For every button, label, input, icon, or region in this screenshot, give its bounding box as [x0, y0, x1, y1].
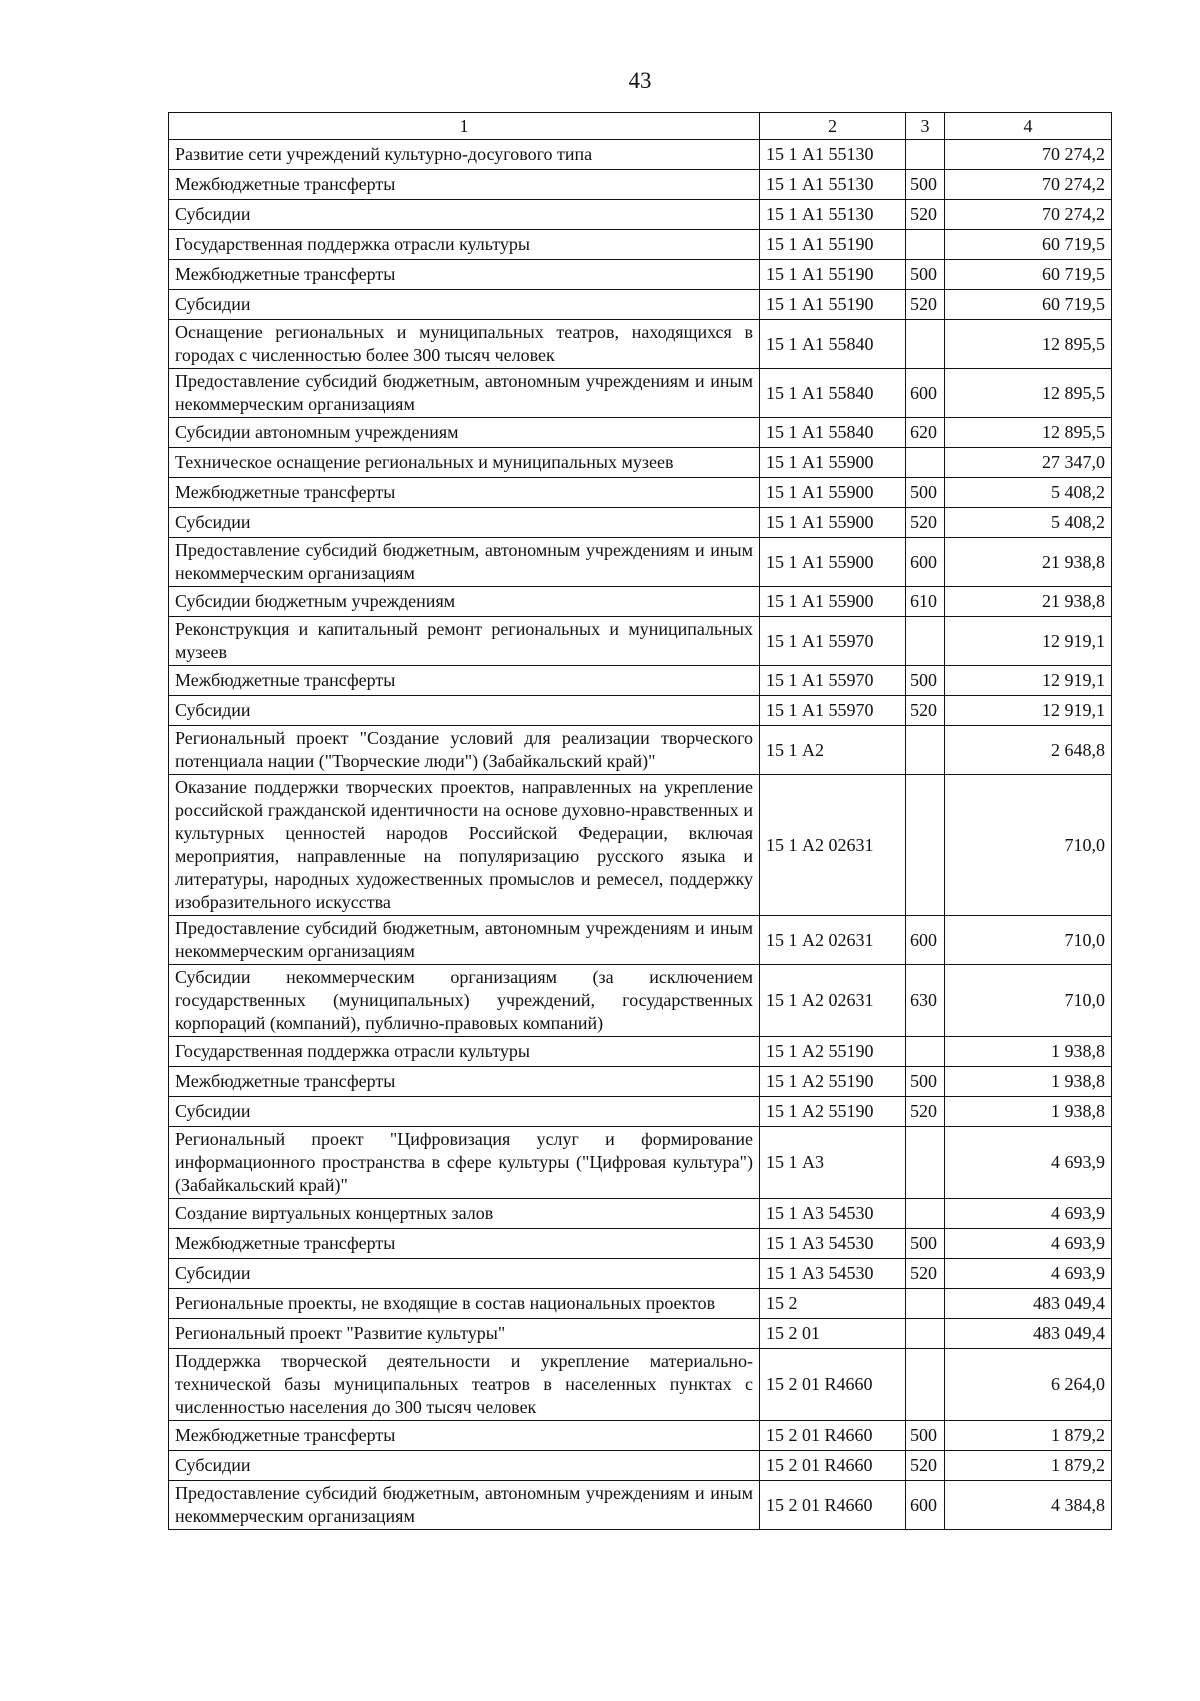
table-row	[169, 1421, 1112, 1451]
row-name: Предоставление субсидий бюджетным, автономным учреждениям и иным некоммерческим организациям	[169, 916, 760, 965]
row-code: 15 1 А2	[760, 726, 906, 775]
row-amount: 1 879,2	[945, 1451, 1112, 1481]
row-amount: 710,0	[945, 965, 1112, 1037]
row-type: 600	[906, 1481, 945, 1530]
row-amount: 2 648,8	[945, 726, 1112, 775]
row-type: 500	[906, 666, 945, 696]
row-type	[906, 448, 945, 478]
row-code: 15 2 01	[760, 1319, 906, 1349]
row-code: 15 1 А1 55840	[760, 320, 906, 369]
row-type	[906, 1127, 945, 1199]
row-code: 15 1 А1 55130	[760, 200, 906, 230]
row-type	[906, 1349, 945, 1421]
row-amount: 6 264,0	[945, 1349, 1112, 1421]
table-row	[169, 1349, 1112, 1421]
row-amount: 483 049,4	[945, 1319, 1112, 1349]
row-name: Субсидии	[169, 290, 760, 320]
table-row	[169, 508, 1112, 538]
row-name: Субсидии	[169, 1451, 760, 1481]
row-code: 15 1 А1 55130	[760, 140, 906, 170]
row-code: 15 1 А1 55190	[760, 260, 906, 290]
row-type: 600	[906, 538, 945, 587]
row-amount: 4 693,9	[945, 1127, 1112, 1199]
row-amount: 4 384,8	[945, 1481, 1112, 1530]
table-row	[169, 1199, 1112, 1229]
row-code: 15 1 А1 55840	[760, 418, 906, 448]
header-type: 3	[906, 113, 945, 140]
table-row	[169, 1319, 1112, 1349]
row-code: 15 1 А3 54530	[760, 1199, 906, 1229]
row-amount: 70 274,2	[945, 140, 1112, 170]
row-type: 620	[906, 418, 945, 448]
header-amount: 4	[945, 113, 1112, 140]
row-code: 15 1 А2 02631	[760, 965, 906, 1037]
table-header	[169, 113, 1112, 140]
row-type	[906, 1319, 945, 1349]
page-number: 43	[628, 68, 652, 93]
table-row	[169, 696, 1112, 726]
row-name: Субсидии	[169, 696, 760, 726]
row-name: Субсидии	[169, 508, 760, 538]
row-type: 520	[906, 1259, 945, 1289]
row-amount: 12 919,1	[945, 696, 1112, 726]
row-code: 15 1 А1 55190	[760, 230, 906, 260]
table-row	[169, 916, 1112, 965]
row-name: Субсидии	[169, 1259, 760, 1289]
row-code: 15 2	[760, 1289, 906, 1319]
row-code: 15 1 А1 55900	[760, 587, 906, 617]
table-row	[169, 369, 1112, 418]
row-name: Оказание поддержки творческих проектов, направленных на укрепление российской гражданской идентичности на основе духовно-нравственных и культурных ценностей народов Российской Федерации, включая мероприятия, направленные на популяризацию русского языка и литературы, народных художественных промыслов и ремесел, поддержку изобразительного искусства	[169, 775, 760, 916]
row-name: Субсидии	[169, 1097, 760, 1127]
row-code: 15 1 А1 55840	[760, 369, 906, 418]
table-row	[169, 448, 1112, 478]
table-row	[169, 1289, 1112, 1319]
header-row	[169, 113, 1112, 140]
row-amount: 70 274,2	[945, 170, 1112, 200]
row-name: Субсидии бюджетным учреждениям	[169, 587, 760, 617]
row-type: 600	[906, 369, 945, 418]
row-code: 15 1 А1 55970	[760, 617, 906, 666]
table-row	[169, 617, 1112, 666]
row-type	[906, 140, 945, 170]
row-name: Реконструкция и капитальный ремонт региональных и муниципальных музеев	[169, 617, 760, 666]
row-code: 15 1 А2 55190	[760, 1037, 906, 1067]
table-row	[169, 1259, 1112, 1289]
table-row	[169, 775, 1112, 916]
row-amount: 4 693,9	[945, 1259, 1112, 1289]
row-type	[906, 775, 945, 916]
row-type: 500	[906, 170, 945, 200]
table-row	[169, 478, 1112, 508]
row-amount: 12 895,5	[945, 418, 1112, 448]
row-type: 520	[906, 1097, 945, 1127]
table-row	[169, 587, 1112, 617]
row-amount: 60 719,5	[945, 260, 1112, 290]
row-code: 15 2 01 R4660	[760, 1349, 906, 1421]
table-row	[169, 965, 1112, 1037]
row-type	[906, 1199, 945, 1229]
table-body	[169, 140, 1112, 1530]
row-code: 15 1 А3	[760, 1127, 906, 1199]
table-row	[169, 200, 1112, 230]
table-row	[169, 418, 1112, 448]
row-amount: 60 719,5	[945, 230, 1112, 260]
row-amount: 1 938,8	[945, 1097, 1112, 1127]
row-code: 15 1 А2 55190	[760, 1097, 906, 1127]
row-name: Субсидии автономным учреждениям	[169, 418, 760, 448]
row-name: Региональный проект "Создание условий для реализации творческого потенциала нации ("Творческие люди") (Забайкальский край)"	[169, 726, 760, 775]
table-row	[169, 260, 1112, 290]
row-name: Региональные проекты, не входящие в состав национальных проектов	[169, 1289, 760, 1319]
row-amount: 483 049,4	[945, 1289, 1112, 1319]
row-name: Предоставление субсидий бюджетным, автономным учреждениям и иным некоммерческим организациям	[169, 538, 760, 587]
row-amount: 12 895,5	[945, 320, 1112, 369]
row-code: 15 1 А1 55130	[760, 170, 906, 200]
table-row	[169, 1067, 1112, 1097]
row-amount: 21 938,8	[945, 538, 1112, 587]
row-name: Предоставление субсидий бюджетным, автономным учреждениям и иным некоммерческим организациям	[169, 1481, 760, 1530]
row-amount: 710,0	[945, 916, 1112, 965]
row-type: 500	[906, 478, 945, 508]
table-row	[169, 290, 1112, 320]
row-name: Межбюджетные трансферты	[169, 478, 760, 508]
table-row	[169, 1481, 1112, 1530]
budget-table	[168, 112, 1112, 1530]
row-amount: 12 895,5	[945, 369, 1112, 418]
row-amount: 4 693,9	[945, 1199, 1112, 1229]
row-name: Межбюджетные трансферты	[169, 1229, 760, 1259]
row-type: 520	[906, 200, 945, 230]
row-name: Развитие сети учреждений культурно-досугового типа	[169, 140, 760, 170]
row-type: 500	[906, 1067, 945, 1097]
table-row	[169, 1451, 1112, 1481]
row-name: Государственная поддержка отрасли культуры	[169, 230, 760, 260]
row-code: 15 1 А1 55970	[760, 696, 906, 726]
row-code: 15 1 А2 02631	[760, 916, 906, 965]
row-name: Региональный проект "Цифровизация услуг и формирование информационного пространства в сфере культуры ("Цифровая культура") (Забайкальский край)"	[169, 1127, 760, 1199]
row-type: 520	[906, 508, 945, 538]
row-name: Субсидии некоммерческим организациям (за исключением государственных (муниципальных) учреждений, государственных корпораций (компаний), публично-правовых компаний)	[169, 965, 760, 1037]
row-amount: 70 274,2	[945, 200, 1112, 230]
row-amount: 1 938,8	[945, 1067, 1112, 1097]
row-name: Межбюджетные трансферты	[169, 170, 760, 200]
row-code: 15 1 А1 55900	[760, 448, 906, 478]
table-row	[169, 230, 1112, 260]
row-code: 15 2 01 R4660	[760, 1421, 906, 1451]
row-amount: 4 693,9	[945, 1229, 1112, 1259]
row-amount: 5 408,2	[945, 478, 1112, 508]
row-code: 15 2 01 R4660	[760, 1481, 906, 1530]
table-row	[169, 538, 1112, 587]
row-type	[906, 726, 945, 775]
row-code: 15 1 А3 54530	[760, 1259, 906, 1289]
row-amount: 12 919,1	[945, 666, 1112, 696]
row-type: 600	[906, 916, 945, 965]
row-type	[906, 1037, 945, 1067]
table-row	[169, 1229, 1112, 1259]
header-name: 1	[169, 113, 760, 140]
row-amount: 60 719,5	[945, 290, 1112, 320]
row-amount: 21 938,8	[945, 587, 1112, 617]
row-name: Межбюджетные трансферты	[169, 1067, 760, 1097]
row-amount: 12 919,1	[945, 617, 1112, 666]
table-row	[169, 170, 1112, 200]
row-name: Государственная поддержка отрасли культуры	[169, 1037, 760, 1067]
row-type: 610	[906, 587, 945, 617]
row-code: 15 1 А1 55900	[760, 538, 906, 587]
row-amount: 1 938,8	[945, 1037, 1112, 1067]
row-type: 500	[906, 260, 945, 290]
row-amount: 5 408,2	[945, 508, 1112, 538]
row-code: 15 1 А1 55900	[760, 478, 906, 508]
row-type: 630	[906, 965, 945, 1037]
row-amount: 27 347,0	[945, 448, 1112, 478]
row-amount: 1 879,2	[945, 1421, 1112, 1451]
row-type: 500	[906, 1229, 945, 1259]
row-name: Оснащение региональных и муниципальных театров, находящихся в городах с численностью более 300 тысяч человек	[169, 320, 760, 369]
table-row	[169, 1127, 1112, 1199]
row-name: Межбюджетные трансферты	[169, 666, 760, 696]
header-code: 2	[760, 113, 906, 140]
row-name: Техническое оснащение региональных и муниципальных музеев	[169, 448, 760, 478]
table-row	[169, 1097, 1112, 1127]
row-name: Предоставление субсидий бюджетным, автономным учреждениям и иным некоммерческим организациям	[169, 369, 760, 418]
row-type: 520	[906, 1451, 945, 1481]
table-row	[169, 320, 1112, 369]
row-type: 520	[906, 696, 945, 726]
table-row	[169, 726, 1112, 775]
row-name: Межбюджетные трансферты	[169, 260, 760, 290]
table-row	[169, 140, 1112, 170]
row-name: Поддержка творческой деятельности и укрепление материально-технической базы муниципальных театров в населенных пунктах с численностью населения до 300 тысяч человек	[169, 1349, 760, 1421]
row-code: 15 1 А3 54530	[760, 1229, 906, 1259]
row-name: Региональный проект "Развитие культуры"	[169, 1319, 760, 1349]
row-type: 500	[906, 1421, 945, 1451]
row-code: 15 1 А1 55900	[760, 508, 906, 538]
row-code: 15 2 01 R4660	[760, 1451, 906, 1481]
row-type	[906, 230, 945, 260]
row-code: 15 1 А2 02631	[760, 775, 906, 916]
row-code: 15 1 А2 55190	[760, 1067, 906, 1097]
row-amount: 710,0	[945, 775, 1112, 916]
row-type	[906, 617, 945, 666]
row-code: 15 1 А1 55970	[760, 666, 906, 696]
row-code: 15 1 А1 55190	[760, 290, 906, 320]
table-row	[169, 666, 1112, 696]
row-type: 520	[906, 290, 945, 320]
row-type	[906, 320, 945, 369]
row-name: Межбюджетные трансферты	[169, 1421, 760, 1451]
row-type	[906, 1289, 945, 1319]
table-row	[169, 1037, 1112, 1067]
row-name: Создание виртуальных концертных залов	[169, 1199, 760, 1229]
row-name: Субсидии	[169, 200, 760, 230]
